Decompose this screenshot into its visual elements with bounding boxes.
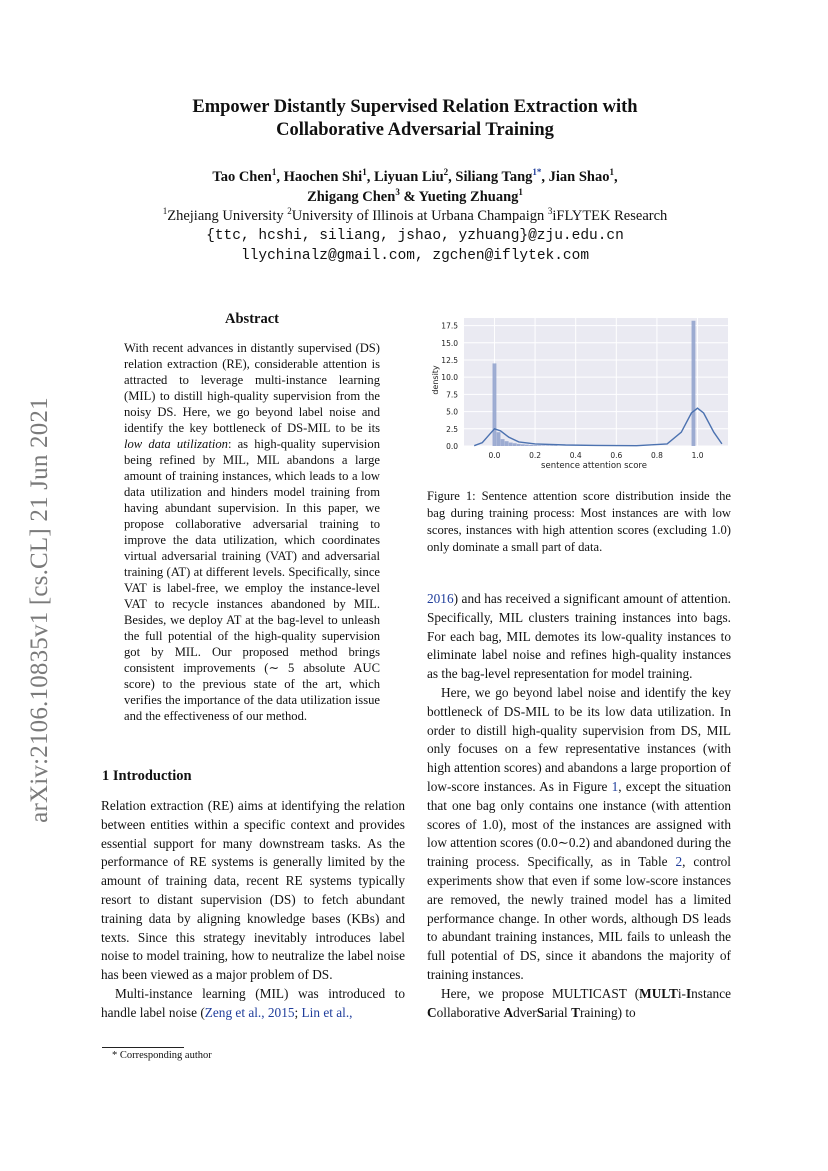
email-line-1: {ttc, hcshi, siliang, jshao, yzhuang}@zju.edu.cn: [206, 228, 624, 244]
paragraph: [427, 590, 731, 684]
paragraph-text: dver: [513, 1004, 537, 1020]
acronym-bold: S: [536, 1004, 545, 1020]
figure-ref-link[interactable]: 1: [611, 778, 619, 794]
histogram-bar: [493, 363, 497, 446]
author-sep: ,: [541, 169, 549, 185]
intro-right-column: [427, 590, 731, 1022]
plot-background: [464, 318, 728, 446]
author-sep: ,: [366, 169, 374, 185]
affiliation: University of Illinois at Urbana Champaign: [291, 208, 548, 224]
affil-mark: 1: [162, 206, 168, 217]
figure-caption: Figure 1: Sentence attention score distribution inside the bag during training process: Most instances are with low scores, instances with high attention scores (excluding 1.0) only dominate a small part of data.: [427, 489, 731, 554]
paragraph: [101, 985, 405, 1023]
x-tick-label: 0.0: [488, 451, 501, 460]
acronym-bold: T: [571, 1004, 580, 1020]
y-tick-label: 10.0: [441, 373, 458, 383]
y-tick-label: 5.0: [446, 407, 458, 417]
arxiv-watermark: [16, 360, 64, 860]
author-sep: ,: [614, 169, 618, 185]
author-sep: ,: [276, 169, 284, 185]
author-list: [100, 167, 730, 207]
paragraph: Relation extraction (RE) aims at identifying the relation between entities within a specific context and provides essential support for many downstream tasks. As the performance of RE systems is generally limited by the amount of training data, recent RE systems typically resort to distant supervision (DS) to fetch abundant training data by aligning knowledge bases (KBs) and texts. Since this strategy inevitably introduces label noise to model training, how to neutralize the label noise has been viewed as a major problem of DS.: [101, 798, 405, 983]
intro-left-column: [101, 797, 405, 1023]
x-tick-label: 1.0: [691, 451, 704, 460]
author-mark: 3: [395, 187, 400, 198]
abstract-title: Abstract: [225, 311, 279, 327]
y-tick-label: 17.5: [441, 321, 458, 331]
paragraph-text: ;: [294, 1004, 302, 1020]
y-axis-label: density: [431, 365, 440, 395]
author-line-1: [100, 167, 730, 187]
histogram-bar: [513, 443, 517, 446]
paragraph-text: raining) to: [579, 1004, 636, 1020]
histogram-bar: [541, 445, 545, 446]
author: Liyuan Liu: [373, 169, 444, 185]
author-mark: 1: [609, 167, 614, 178]
abstract-emphasis: low data utilization: [124, 437, 228, 451]
arxiv-id: arXiv:2106.10835v1 [cs.CL] 21 Jun 2021: [26, 397, 53, 823]
acronym-bold: MULT: [639, 985, 678, 1001]
histogram-bar: [525, 445, 529, 446]
paragraph-text: , except the situation that one bag only contains one instance (with attention scores of 1.0), most of the instances are assigned with low attention scores (0.0∼0.2) and abandoned during the training process. Specifically, as in Table: [427, 778, 731, 870]
author-line-2: [100, 187, 730, 207]
paragraph: [427, 684, 731, 985]
paragraph-text: i-: [677, 985, 686, 1001]
histogram-bar: [497, 432, 501, 446]
paragraph-text: Here, we go beyond label noise and identify the key bottleneck of DS-MIL to be its low data utilization. In order to distill high-quality supervision from DS, MIL only focuses on a few representative instances (with high attention scores) and abandons a large proportion of low-score instances. As in Figure: [427, 684, 731, 794]
y-tick-label: 7.5: [446, 390, 458, 400]
table-ref-link[interactable]: 2: [675, 854, 683, 870]
author-sep: ,: [448, 169, 456, 185]
paragraph-text: Multi-instance learning (MIL) was introduced to handle label noise (: [101, 985, 405, 1020]
x-axis-label: sentence attention score: [541, 461, 647, 471]
histogram-bar: [517, 444, 521, 446]
affiliation: iFLYTEK Research: [552, 208, 668, 224]
x-tick-label: 0.4: [569, 451, 582, 460]
paragraph-text: ) and has received a significant amount of attention. Specifically, MIL clusters training instances into bags. For each bag, MIL demotes its low-quality instances to eliminate label noise and refines high-quality instances as the bag-level representation for model training.: [427, 591, 731, 682]
acronym-bold: C: [427, 1004, 437, 1020]
paragraph-text: ollaborative: [436, 1004, 504, 1020]
section-title: 1 Introduction: [102, 768, 192, 784]
affil-mark: 3: [547, 206, 553, 217]
acronym-bold: A: [503, 1004, 514, 1020]
footnote-rule: [102, 1047, 184, 1048]
author: Jian Shao: [548, 169, 610, 185]
abstract-text: With recent advances in distantly supervised (DS) relation extraction (RE), considerable attention is attracted to leverage multi-instance learning (MIL) to distill high-quality supervision from the noisy DS. Here, we go beyond label noise and identify the key bottleneck of DS-MIL to be its: [124, 341, 380, 435]
affiliation: Zhejiang University: [167, 208, 288, 224]
title-line-2: Collaborative Adversarial Training: [276, 120, 554, 140]
y-tick-label: 12.5: [441, 355, 458, 365]
affiliations: [100, 206, 730, 226]
author: Zhigang Chen: [307, 189, 396, 205]
y-tick-label: 15.0: [441, 338, 458, 348]
histogram-bar: [537, 445, 541, 446]
author-mark: 1: [362, 167, 367, 178]
y-tick-label: 2.5: [446, 424, 458, 434]
attention-score-chart: [416, 314, 734, 474]
x-tick-label: 0.6: [610, 451, 623, 460]
histogram-bar: [521, 444, 525, 446]
author: Haochen Shi: [283, 169, 363, 185]
citation-link[interactable]: Lin et al.,: [301, 1004, 353, 1020]
author-sep: &: [399, 189, 419, 205]
citation-link[interactable]: Zeng et al., 2015: [204, 1004, 295, 1020]
paragraph-text: , control experiments show that even if some low-score instances are removed, the newly trained model has a limited performance change. In other words, although DS leads to abundant training instances, MIL fails to unleash the full potential of DS, since it abandons the majority of training instances.: [427, 854, 731, 982]
histogram-bar: [533, 445, 537, 446]
x-tick-label: 0.2: [529, 451, 542, 460]
author: Siliang Tang: [455, 169, 533, 185]
footnote: * Corresponding author: [112, 1050, 212, 1061]
title-line-1: Empower Distantly Supervised Relation Extraction with: [192, 97, 638, 117]
histogram-bar: [692, 321, 696, 446]
citation-link[interactable]: 2016: [427, 591, 454, 606]
paper-title: [100, 96, 730, 142]
histogram-bar: [509, 443, 513, 446]
author-mark: 1: [271, 167, 277, 178]
y-tick-label: 0.0: [446, 442, 458, 451]
email-line-2: llychinalz@gmail.com, zgchen@iflytek.com: [240, 248, 590, 264]
histogram-bar: [501, 439, 505, 446]
x-tick-label: 0.8: [650, 451, 663, 460]
abstract-text: : as high-quality supervision being refined by MIL, MIL abandons a large amount of training instances, which leads to a low data utilization and hinders model training from having abundant supervision. In this paper, we propose collaborative adversarial training to improve the data utilization, which coordinates virtual adversarial training (VAT) and adversarial training (AT) at different levels. Specifically, since VAT is label-free, we employ the instance-level VAT to recycle instances abandoned by MIL. Besides, we deploy AT at the bag-level to unleash the full potential of the high-quality supervision got by MIL. Our proposed method brings consistent improvements (∼ 5 absolute AUC score) to the previous state of the art, which verifies the importance of the data utilization issue and the effectiveness of our method.: [124, 437, 380, 723]
histogram-bar: [529, 445, 533, 446]
author-mark: 2: [443, 167, 449, 178]
author-mark: 1*: [532, 167, 542, 178]
author: Tao Chen: [212, 169, 272, 185]
acronym-bold: I: [685, 985, 692, 1001]
histogram-bar: [505, 441, 509, 446]
author-mark: 1: [518, 187, 523, 198]
affil-mark: 2: [287, 206, 292, 217]
author: Yueting Zhuang: [418, 189, 519, 205]
paragraph: [427, 985, 731, 1023]
paragraph-text: Here, we propose MULTICAST (: [441, 985, 640, 1001]
paragraph-text: arial: [544, 1004, 572, 1020]
paragraph-text: nstance: [691, 985, 731, 1001]
abstract-body: [124, 340, 380, 724]
